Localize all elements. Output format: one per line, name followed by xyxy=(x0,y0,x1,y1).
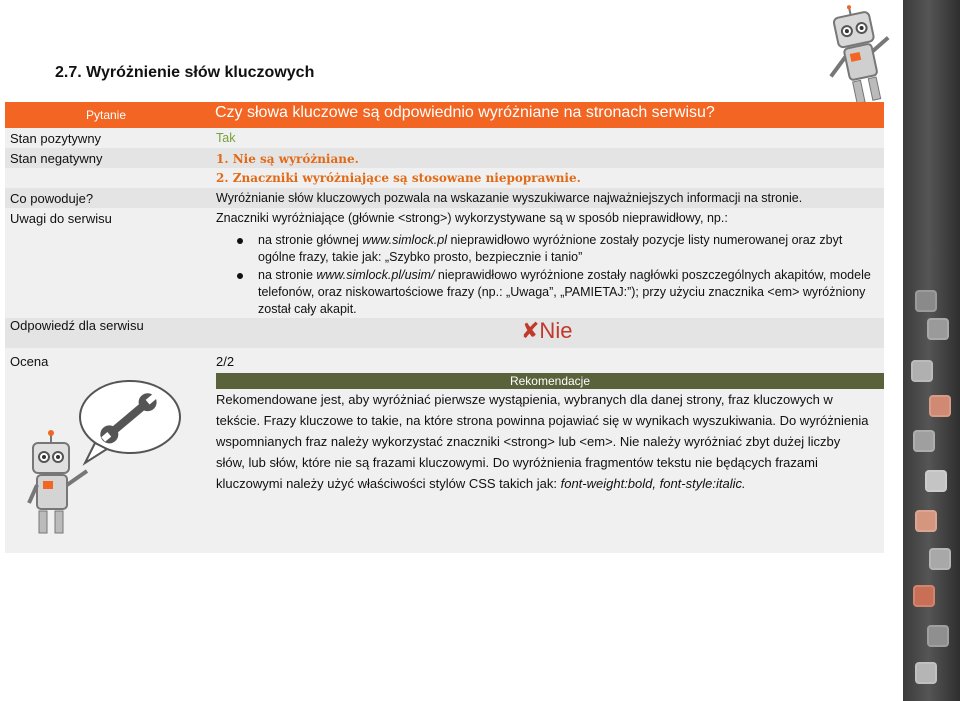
puzzle-piece-icon xyxy=(925,470,947,492)
answer-label: Odpowiedź dla serwisu xyxy=(10,318,144,333)
negative-item: 2. Znaczniki wyróżniające są stosowane niepoprawnie. xyxy=(216,171,581,185)
question-text: Czy słowa kluczowe są odpowiednio wyróżniane na stronach serwisu? xyxy=(215,104,715,121)
cause-value: Wyróżnianie słów kluczowych pozwala na wskazanie wyszukiwarce najważniejszych informacji na stronie. xyxy=(216,191,803,205)
remarks-intro: Znaczniki wyróżniające (głównie <strong>) wykorzystywane są w sposób nieprawidłowy, np.: xyxy=(216,211,728,225)
recommendations-css-example: font-weight:bold, font-style:italic. xyxy=(560,476,746,491)
bullet-icon xyxy=(237,238,243,244)
puzzle-piece-icon xyxy=(915,290,937,312)
positive-state-value: Tak xyxy=(216,131,236,145)
recommendations-body: Rekomendowane jest, aby wyróżniać pierwsze wystąpienia, wybranych dla danej strony, fraz kluczowych w tekście. Frazy kluczowe to takie, na które strona powinna pojawiać się w wynikach wyszukiwania. Do wyróżnienia wspomnianych fraz należy wykorzystać znaczniki <strong> lub <em>. Nie należy wyróżniać zbyt dużej liczby słów, lub słów, które nie są frazami kluczowymi. Do wyróżnienia fragmentów tekstu nie będących frazami kluczowymi należy użyć właściwości stylów CSS takich jak: xyxy=(216,392,869,491)
negative-state-label: Stan negatywny xyxy=(10,151,103,166)
puzzle-piece-icon xyxy=(915,662,937,684)
site-link: www.simlock.pl xyxy=(362,233,447,247)
question-label: Pytanie xyxy=(86,108,127,122)
bullet-text: nieprawidłowo wyróżnione zostały pozycje listy numerowanej oraz zbyt ogólne frazy, takie jak: „Szybko prosto, bezpiecznie i tanio” xyxy=(258,233,843,264)
remarks-label: Uwagi do serwisu xyxy=(10,211,112,226)
puzzle-piece-icon xyxy=(913,585,935,607)
puzzle-piece-icon xyxy=(929,395,951,417)
positive-state-label: Stan pozytywny xyxy=(10,131,102,146)
list-item xyxy=(232,232,872,266)
section-heading: 2.7. Wyróżnienie słów kluczowych xyxy=(55,64,315,81)
answer-value: ✘Nie xyxy=(521,318,573,343)
robot-icon xyxy=(25,375,205,540)
decorative-side-strip xyxy=(903,0,960,701)
remarks-list xyxy=(232,232,872,319)
recommendations-title: Rekomendacje xyxy=(509,374,591,388)
row-band xyxy=(5,148,884,168)
puzzle-piece-icon xyxy=(927,625,949,647)
puzzle-piece-icon xyxy=(927,318,949,340)
negative-item: 1. Nie są wyróżniane. xyxy=(216,152,359,166)
cause-label: Co powoduje? xyxy=(10,191,94,206)
bullet-prefix: na stronie głównej xyxy=(258,233,363,247)
puzzle-piece-icon xyxy=(929,548,951,570)
puzzle-piece-icon xyxy=(915,510,937,532)
recommendations-text xyxy=(216,389,871,494)
bullet-icon xyxy=(237,273,243,279)
score-label: Ocena xyxy=(10,354,49,369)
list-item xyxy=(232,267,872,318)
score-value: 2/2 xyxy=(216,354,235,369)
site-link: www.simlock.pl/usim/ xyxy=(316,268,435,282)
puzzle-piece-icon xyxy=(913,430,935,452)
puzzle-piece-icon xyxy=(911,360,933,382)
bullet-prefix: na stronie xyxy=(258,268,317,282)
robot-icon xyxy=(818,4,903,114)
bullet-text: nieprawidłowo wyróżnione zostały nagłówki poszczególnych akapitów, modele telefonów, oraz niskowartościowe frazy (np.: „Uwaga”, „PAMIETAJ:”); przy użyciu znacznika <em> wyróżniony został cały akapit. xyxy=(258,268,871,316)
